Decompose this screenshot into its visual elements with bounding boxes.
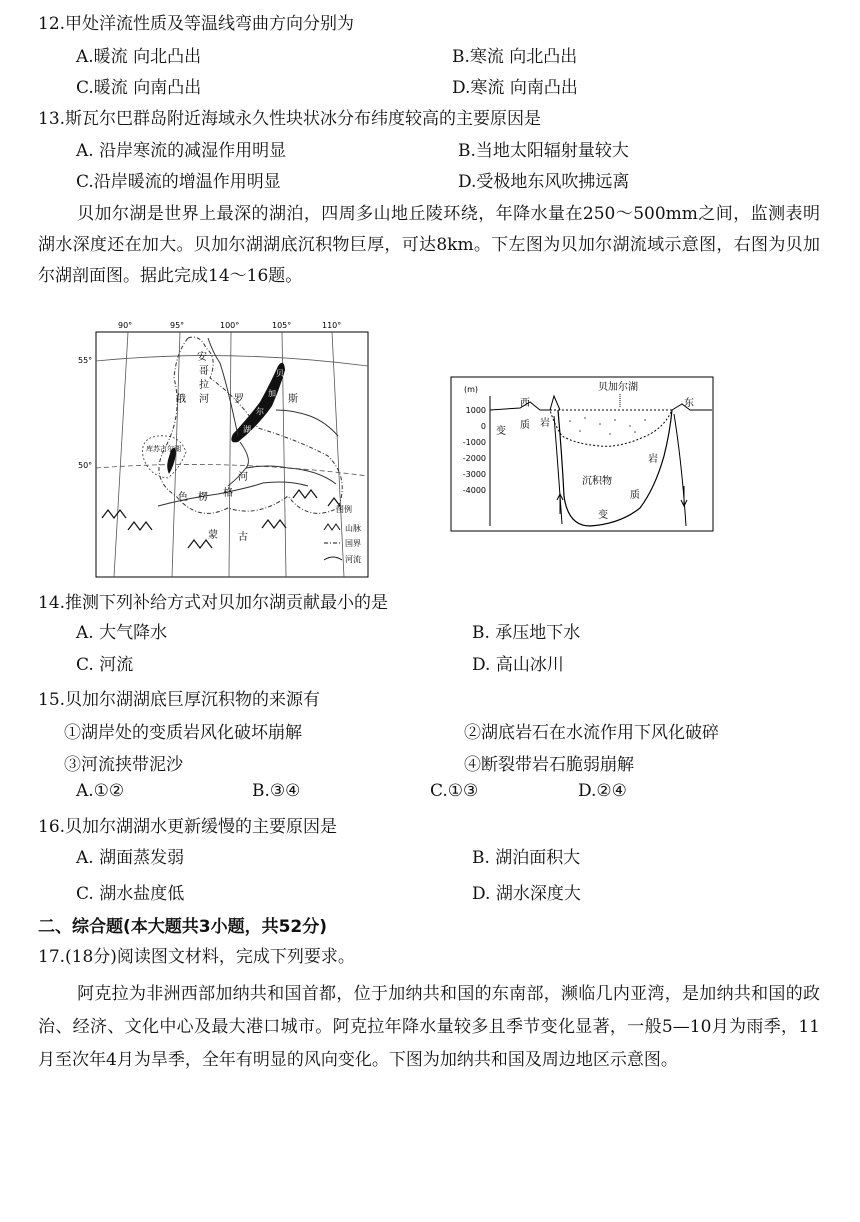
q13-option-a: A. 沿岸寒流的减湿作用明显 [76, 141, 287, 161]
tick-1000: 1000 [465, 406, 486, 415]
legend-river: 河流 [345, 555, 361, 564]
q14-option-b: B. 承压地下水 [472, 623, 581, 643]
q17-stem: 17.(18分)阅读图文材料，完成下列要求。 [38, 947, 355, 967]
legend-mountain: 山脉 [345, 524, 361, 533]
label-sediment: 沉积物 [582, 476, 612, 487]
q16-option-b: B. 湖泊面积大 [472, 848, 581, 868]
lon-label-95: 95° [170, 321, 185, 330]
q16-option-a: A. 湖面蒸发弱 [76, 848, 185, 868]
q16-option-d: D. 湖水深度大 [472, 884, 581, 904]
tick-m3000: -3000 [462, 470, 486, 479]
label-jia: 加 [268, 389, 276, 398]
label-meng: 蒙 [208, 530, 218, 541]
lon-label-110: 110° [322, 321, 342, 330]
q15-stem: 15.贝加尔湖湖底巨厚沉积物的来源有 [38, 690, 321, 710]
q16-stem: 16.贝加尔湖湖水更新缓慢的主要原因是 [38, 817, 338, 837]
q13-option-d: D.受极地东风吹拂远离 [458, 172, 630, 192]
label-yan2: 岩 [648, 454, 658, 465]
label-luo: 罗 [234, 394, 244, 405]
label-he: 河 [199, 394, 209, 405]
label-e: 俄 [176, 394, 186, 405]
lon-label-100: 100° [220, 321, 240, 330]
q13-stem: 13.斯瓦尔巴群岛附近海域永久性块状冰分布纬度较高的主要原因是 [38, 109, 542, 129]
label-zhi: 质 [520, 420, 530, 431]
label-he2: 河 [238, 472, 248, 483]
lat-label-50: 50° [78, 461, 93, 470]
q15-item-4: ④断裂带岩石脆弱崩解 [464, 755, 634, 775]
label-west: 西 [520, 398, 530, 409]
baikal-basin-map [78, 318, 378, 580]
label-zhi2: 质 [630, 490, 640, 501]
q12-option-c: C.暖流 向南凸出 [76, 78, 202, 98]
baikal-profile-diagram [450, 376, 720, 534]
q17-paragraph: 阿克拉为非洲西部加纳共和国首都，位于加纳共和国的东南部，濒临几内亚湾，是加纳共和国的政治、经济、文化中心及最大港口城市。阿克拉年降水量较多且季节变化显著，一般5—10月为雨季，11月至次年4月为旱季，全年有明显的风向变化。下图为加纳共和国及周边地区示意图。 [38, 984, 820, 1070]
tick-m2000: -2000 [462, 454, 486, 463]
q15-item-3: ③河流挟带泥沙 [64, 755, 183, 775]
q15-option-d: D.②④ [578, 781, 627, 801]
label-hu: 湖 [243, 425, 251, 434]
q12-stem: 12.甲处洋流性质及等温线弯曲方向分别为 [38, 14, 355, 34]
label-khuvsgul: 库苏古尔湖 [146, 445, 181, 453]
label-gu: 古 [238, 532, 248, 543]
q15-option-b: B.③④ [252, 781, 301, 801]
q12-option-b: B.寒流 向北凸出 [452, 47, 578, 67]
label-east: 东 [684, 398, 694, 409]
label-lake: 贝加尔湖 [598, 382, 638, 393]
label-ge2: 格 [223, 488, 233, 499]
label-si: 斯 [288, 394, 298, 405]
q15-option-a: A.①② [76, 781, 125, 801]
q14-option-d: D. 高山冰川 [472, 655, 564, 675]
label-bei: 贝 [276, 369, 284, 378]
lat-label-55: 55° [78, 356, 93, 365]
q15-option-c: C.①③ [430, 781, 479, 801]
q13-option-c: C.沿岸暖流的增温作用明显 [76, 172, 281, 192]
tick-m4000: -4000 [462, 486, 486, 495]
label-leng: 楞 [198, 492, 208, 503]
lon-label-105: 105° [272, 321, 292, 330]
label-bian: 变 [496, 426, 506, 437]
q16-option-c: C. 湖水盐度低 [76, 884, 185, 904]
q14-stem: 14.推测下列补给方式对贝加尔湖贡献最小的是 [38, 593, 389, 613]
q13-option-b: B.当地太阳辐射量较大 [458, 141, 629, 161]
legend-border: 国界 [345, 539, 361, 548]
label-an: 安 [197, 352, 207, 363]
lon-label-90: 90° [118, 321, 133, 330]
label-er: 尔 [256, 407, 264, 416]
section-2-title: 二、综合题(本大题共3小题，共52分) [38, 917, 328, 937]
q15-item-1: ①湖岸处的变质岩风化破坏崩解 [64, 723, 302, 743]
baikal-intro-paragraph: 贝加尔湖是世界上最深的湖泊，四周多山地丘陵环绕，年降水量在250～500mm之间，监测表明湖水深度还在加大。贝加尔湖湖底沉积物巨厚，可达8km。下左图为贝加尔湖流域示意图，右图为贝加尔湖剖面图。据此完成14～16题。 [38, 204, 820, 286]
q14-option-c: C. 河流 [76, 655, 134, 675]
label-ge: 哥 [199, 366, 209, 377]
q12-option-a: A.暖流 向北凸出 [76, 47, 202, 67]
label-se: 色 [178, 492, 188, 503]
q12-option-d: D.寒流 向南凸出 [452, 78, 578, 98]
tick-0: 0 [480, 422, 486, 431]
q14-option-a: A. 大气降水 [76, 623, 168, 643]
tick-m1000: -1000 [462, 438, 486, 447]
legend-title: 图例 [336, 505, 352, 514]
label-yan: 岩 [540, 418, 550, 429]
label-bian2: 变 [598, 510, 608, 521]
label-la: 拉 [199, 380, 209, 391]
q15-item-2: ②湖底岩石在水流作用下风化破碎 [464, 723, 719, 743]
profile-unit: (m) [464, 385, 479, 394]
